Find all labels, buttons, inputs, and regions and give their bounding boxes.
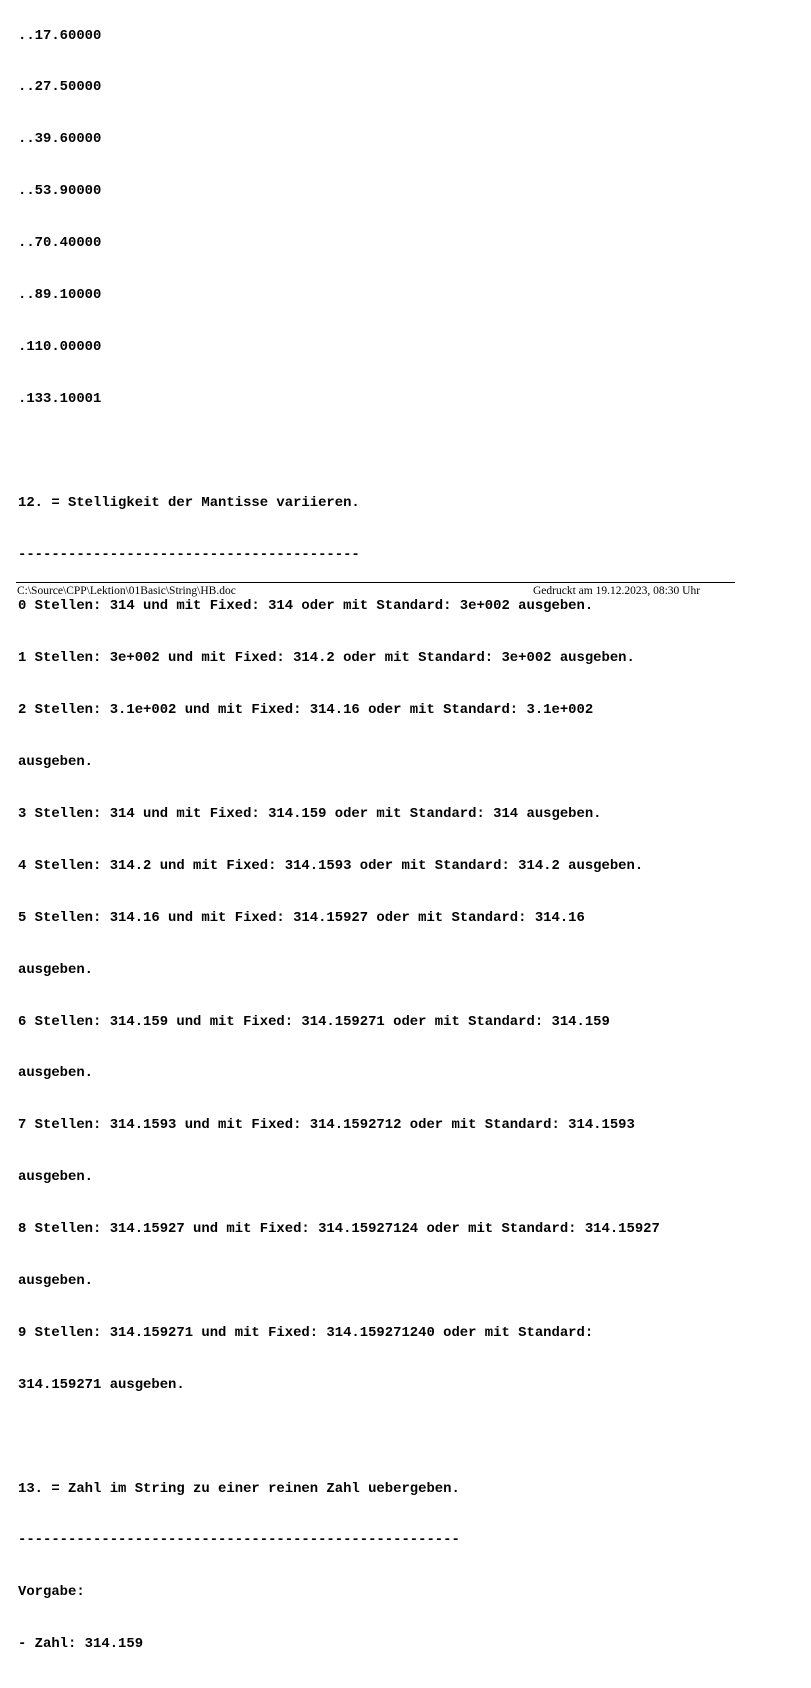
text-line: 0 Stellen: 314 und mit Fixed: 314 oder mit Standard: 3e+002 ausgeben.: [18, 598, 594, 615]
text-line: 3 Stellen: 314 und mit Fixed: 314.159 oder mit Standard: 314 ausgeben.: [18, 805, 602, 822]
text-line: .133.10001: [18, 390, 102, 407]
text-line: 2 Stellen: 3.1e+002 und mit Fixed: 314.16 oder mit Standard: 3.1e+002: [18, 702, 594, 719]
blank-line: [18, 1429, 660, 1446]
text-line: ..27.50000: [18, 79, 102, 96]
text-line: ..70.40000: [18, 235, 102, 252]
text-line: ausgeben.: [18, 961, 94, 978]
footer-print-date: Gedruckt am 19.12.2023, 08:30 Uhr: [533, 585, 701, 597]
document-body: [18, 0, 660, 1688]
text-line: ..17.60000: [18, 27, 102, 44]
text-line: 9 Stellen: 314.159271 und mit Fixed: 314.159271240 oder mit Standard:: [18, 1324, 594, 1341]
footer-file-path: C:\Source\CPP\Lektion\01Basic\String\HB.doc: [17, 585, 236, 597]
text-line: ..89.10000: [18, 287, 102, 304]
text-line: 5 Stellen: 314.16 und mit Fixed: 314.15927 oder mit Standard: 314.16: [18, 909, 585, 926]
section-underline: -----------------------------------------: [18, 546, 360, 563]
text-line: 7 Stellen: 314.1593 und mit Fixed: 314.1592712 oder mit Standard: 314.1593: [18, 1117, 635, 1134]
text-line: ..39.60000: [18, 131, 102, 148]
text-line: .110.00000: [18, 338, 102, 355]
text-line: - Zahl: 314.159: [18, 1636, 144, 1653]
text-line: ausgeben.: [18, 1065, 94, 1082]
text-line: ausgeben.: [18, 1169, 94, 1186]
section-underline: -----------------------------------------------------: [18, 1532, 460, 1549]
text-line: Vorgabe:: [18, 1584, 85, 1601]
text-line: 4 Stellen: 314.2 und mit Fixed: 314.1593 oder mit Standard: 314.2 ausgeben.: [18, 857, 644, 874]
text-line: ..53.90000: [18, 183, 102, 200]
text-line: ausgeben.: [18, 1272, 94, 1289]
section-heading-12: 12. = Stelligkeit der Mantisse variieren.: [18, 494, 360, 511]
text-line: ausgeben.: [18, 754, 94, 771]
text-line: 314.159271 ausgeben.: [18, 1376, 185, 1393]
text-line: 8 Stellen: 314.15927 und mit Fixed: 314.15927124 oder mit Standard: 314.15927: [18, 1221, 660, 1238]
blank-line: [18, 443, 660, 460]
text-line: 6 Stellen: 314.159 und mit Fixed: 314.159271 oder mit Standard: 314.159: [18, 1013, 610, 1030]
text-line: 1 Stellen: 3e+002 und mit Fixed: 314.2 oder mit Standard: 3e+002 ausgeben.: [18, 650, 635, 667]
footer-divider: [16, 582, 735, 583]
section-heading-13: 13. = Zahl im String zu einer reinen Zahl uebergeben.: [18, 1480, 460, 1497]
